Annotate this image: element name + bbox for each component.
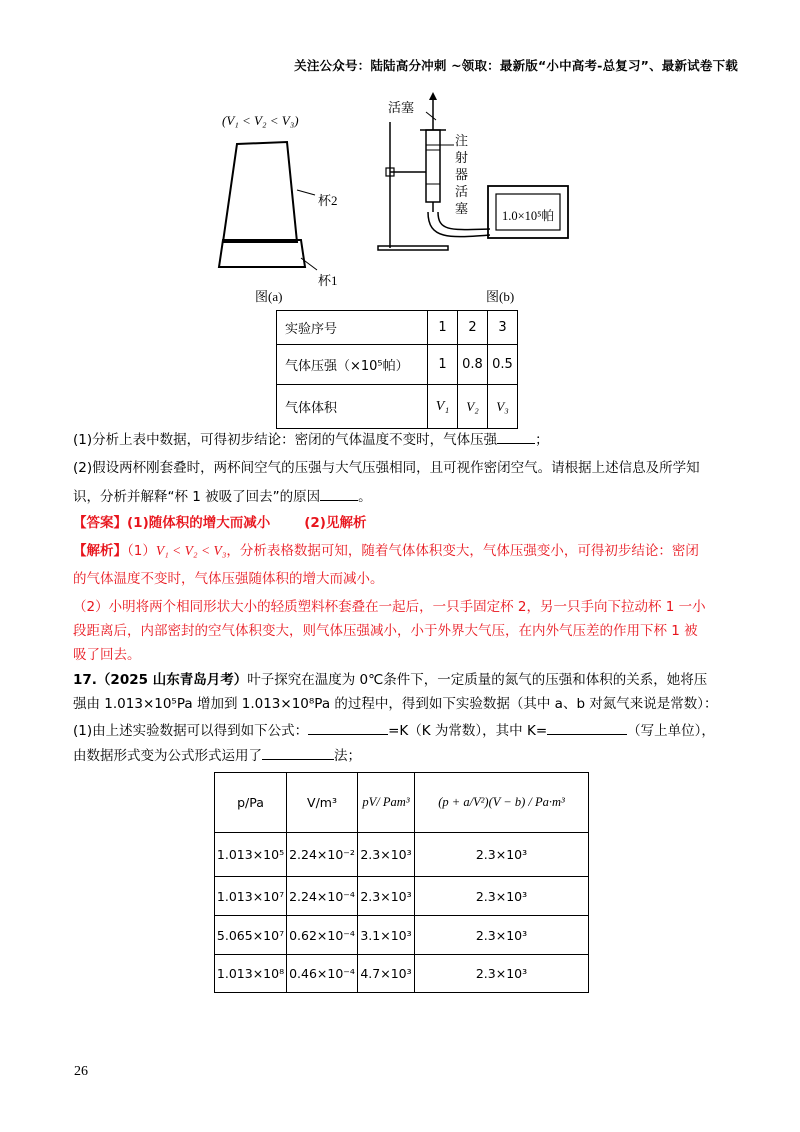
page-number: 26 (74, 1064, 88, 1079)
table-cell: V₃ (488, 385, 518, 429)
table-cell: 2.3×10³ (415, 877, 589, 916)
table-cell: 2.3×10³ (415, 916, 589, 955)
table-header-row (215, 773, 589, 833)
analysis-label: 【解析】 (73, 543, 127, 559)
table-cell: V₁ (428, 385, 458, 429)
question-17-line-4 (73, 745, 361, 766)
syringe-piston-label-2: 器 (455, 167, 469, 182)
question-source: （2025 山东青岛月考） (96, 672, 248, 688)
table-row (277, 311, 518, 345)
question-part-2-line-2 (73, 486, 372, 507)
answer-part-1: (1)随体积的增大而减小 (127, 515, 271, 531)
gauge-display-value: 1.0×10⁵帕 (502, 209, 555, 223)
table-cell: 1.013×10⁸ (215, 955, 287, 993)
question-17-line-4-a: 由数据形式变为公式形式运用了 (73, 748, 262, 764)
table-cell: 1.013×10⁷ (215, 877, 287, 916)
experiment-table (276, 310, 518, 429)
table-header: V/m³ (287, 773, 358, 833)
analysis-line-3: （2）小明将两个相同形状大小的轻质塑料杯套叠在一起后，一只手固定杯 2，另一只手向下拉动杯 1 一小 (73, 599, 706, 615)
analysis-p1-prefix: （1） (127, 543, 156, 559)
syringe-piston-label-3: 活 (455, 184, 469, 199)
question-17-line-3-b: =K（K 为常数），其中 K= (388, 723, 548, 739)
question-17-line-3-a: (1)由上述实验数据可以得到如下公式： (73, 723, 309, 739)
answer-label: 【答案】 (73, 515, 127, 531)
table-cell: 3.1×10³ (358, 916, 415, 955)
formula-blank (308, 720, 388, 735)
table-cell: 0.5 (488, 345, 518, 385)
table-cell: 1 (428, 311, 458, 345)
table-header: p/Pa (215, 773, 287, 833)
figure-a-condition: (V₁ < V₂ < V₃) (222, 113, 299, 128)
cup-2-label: 杯2 (318, 193, 338, 208)
syringe-piston-label-0: 注 (455, 133, 469, 148)
table-cell: V₂ (458, 385, 488, 429)
table-row-header: 实验序号 (277, 311, 428, 345)
table-row (277, 385, 518, 429)
syringe-piston-label-1: 射 (455, 150, 469, 165)
analysis-p1-text: ，分析表格数据可知，随着气体体积变大，气体压强变小，可得初步结论：密闭 (226, 543, 699, 559)
cup-1-label: 杯1 (318, 273, 338, 288)
table-cell: 2.3×10³ (415, 833, 589, 877)
answer-part-2: (2)见解析 (304, 515, 367, 531)
question-17-line-1 (73, 670, 707, 690)
table-row (215, 916, 589, 955)
analysis-line-2: 的气体温度不变时，气体压强随体积的增大而减小。 (73, 571, 384, 587)
question-part-2-text: 识，分析并解释“杯 1 被吸了回去”的原因 (73, 489, 321, 505)
table-row (277, 345, 518, 385)
figure-b-caption: 图(b) (486, 289, 515, 304)
analysis-line-4: 段距离后，内部密封的空气体积变大，则气体压强减小，小于外界大气压，在内外气压差的作用下杯 1 被 (73, 623, 698, 639)
question-part-1-end: ； (535, 432, 549, 448)
page-header: 关注公众号：陆陆高分冲刺 ~领取：最新版“小中高考-总复习”、最新试卷下载 (294, 58, 738, 73)
question-17-text: 叶子探究在温度为 0℃条件下，一定质量的氮气的压强和体积的关系，她将压 (247, 672, 708, 688)
method-blank (262, 745, 334, 760)
table-cell: 0.62×10⁻⁴ (287, 916, 358, 955)
question-part-1 (73, 429, 549, 450)
answer-blank (497, 429, 535, 444)
analysis-line-1 (73, 541, 699, 561)
table-header: pV/ Pam³ (358, 773, 415, 833)
table-row (215, 955, 589, 993)
table-cell: 2 (458, 311, 488, 345)
question-part-1-text: (1)分析上表中数据，可得初步结论：密闭的气体温度不变时，气体压强 (73, 432, 498, 448)
table-cell: 0.46×10⁻⁴ (287, 955, 358, 993)
table-cell: 5.065×10⁷ (215, 916, 287, 955)
question-17-line-3 (73, 720, 715, 741)
table-cell: 2.3×10³ (358, 833, 415, 877)
table-cell: 0.8 (458, 345, 488, 385)
figure-a-caption: 图(a) (255, 289, 283, 304)
table-cell: 1.013×10⁵ (215, 833, 287, 877)
table-header: (p + a/V²)(V − b) / Pa·m³ (415, 773, 589, 833)
table-row-header: 气体体积 (277, 385, 428, 429)
question-part-2-line-1: (2)假设两杯刚套叠时，两杯间空气的压强与大气压强相同，且可视作密闭空气。请根据上述信息及所学知 (73, 460, 700, 476)
table-cell: 2.24×10⁻² (287, 833, 358, 877)
table-cell: 3 (488, 311, 518, 345)
table-cell: 4.7×10³ (358, 955, 415, 993)
syringe-piston-label-4: 塞 (455, 201, 469, 216)
table-cell: 2.24×10⁻⁴ (287, 877, 358, 916)
analysis-line-5: 吸了回去。 (73, 647, 141, 663)
question-part-2-end: 。 (358, 489, 372, 505)
table-row (215, 877, 589, 916)
question-17-line-2: 强由 1.013×10⁵Pa 增加到 1.013×10⁸Pa 的过程中，得到如下实验数据（其中 a、b 对氮气来说是常数）： (73, 696, 718, 712)
table-cell: 2.3×10³ (415, 955, 589, 993)
table-row (215, 833, 589, 877)
answer-line (73, 513, 366, 533)
cup-2-shape (223, 142, 297, 242)
piston-label: 活塞 (388, 100, 415, 115)
cup-1-shape (219, 240, 305, 267)
question-17-line-3-c: （写上单位）， (627, 723, 715, 739)
question-number: 17. (73, 672, 97, 688)
question-17-line-4-b: 法； (334, 748, 361, 764)
constant-blank (547, 720, 627, 735)
table-cell: 2.3×10³ (358, 877, 415, 916)
table-row-header: 气体压强（×10⁵帕） (277, 345, 428, 385)
analysis-volume-relation: V₁ < V₂ < V₃ (155, 543, 227, 558)
nitrogen-data-table (214, 772, 589, 993)
table-cell: 1 (428, 345, 458, 385)
answer-blank (320, 486, 358, 501)
